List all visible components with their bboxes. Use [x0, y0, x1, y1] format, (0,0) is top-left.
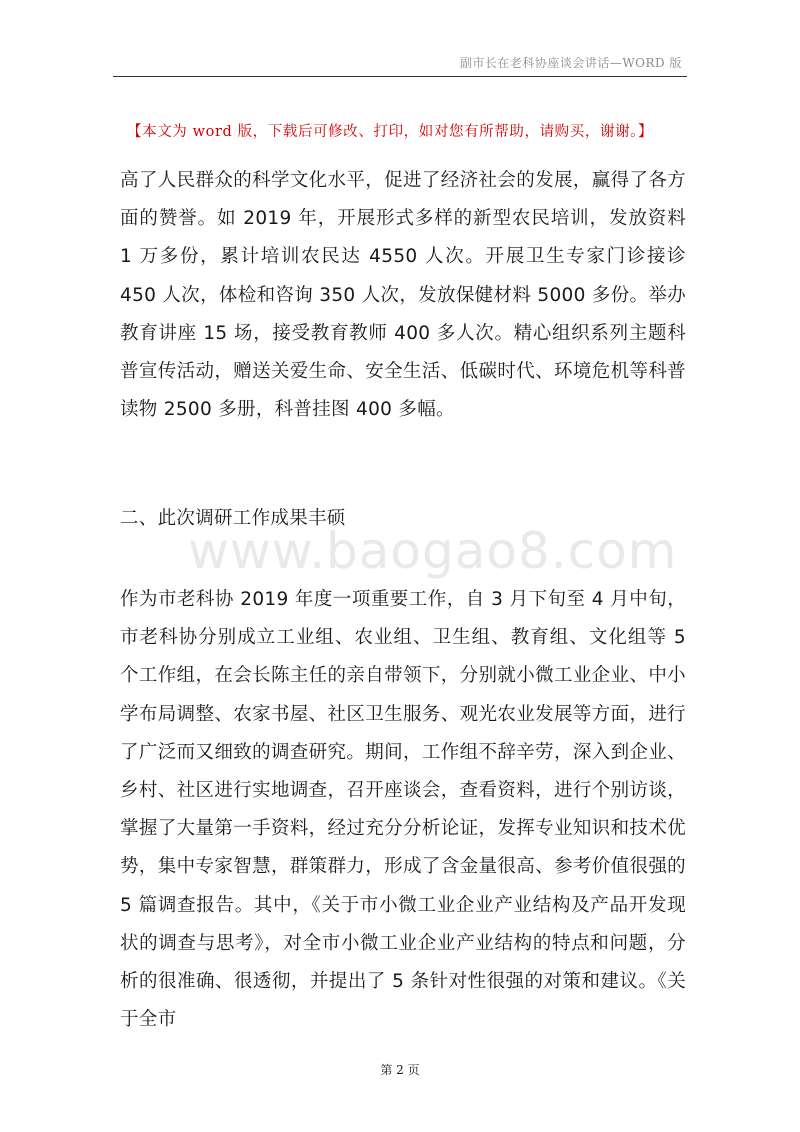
body-paragraph-1: 高了人民群众的科学文化水平，促进了经济社会的发展，赢得了各方面的赞誉。如 2019 年，开展形式多样的新型农民培训，发放资料 1 万多份，累计培训农民达 4550 人次。开展卫生专家门诊接诊 450 人次，体检和咨询 350 人次，发放保健材料 5000 多份。举办教育讲座 15 场，接受教育教师 400 多人次。精心组织系列主题科普宣传活动，赠送关爱生命、安全生活、低碳时代、环境危机等科普读物 2500 多册，科普挂图 400 多幅。	[120, 170, 686, 421]
purchase-notice: 【本文为 word 版，下载后可修改、打印，如对您有所帮助，请购买，谢谢。】	[127, 124, 654, 140]
watermark: www.baogao8.com	[188, 522, 678, 580]
section-heading: 二、此次调研工作成果丰硕	[120, 508, 346, 529]
header-divider	[113, 76, 687, 77]
page-number: 第 2 页	[380, 1063, 420, 1077]
header-title: 副市长在老科协座谈会讲话—WORD 版	[459, 56, 682, 70]
body-paragraph-2: 作为市老科协 2019 年度一项重要工作，自 3 月下旬至 4 月中旬，市老科协分别成立工业组、农业组、卫生组、教育组、文化组等 5 个工作组，在会长陈主任的亲自带领下，分别就小微工业企业、中小学布局调整、农家书屋、社区卫生服务、观光农业发展等方面，进行了广泛而又细致的调查研究。期间，工作组不辞辛劳，深入到企业、乡村、社区进行实地调查，召开座谈会，查看资料，进行个别访谈，掌握了大量第一手资料，经过充分分析论证，发挥专业知识和技术优势，集中专家智慧，群策群力，形成了含金量很高、参考价值很强的 5 篇调查报告。其中，《关于市小微工业企业产业结构及产品开发现状的调查与思考》，对全市小微工业企业产业结构的特点和问题，分析的很准确、很透彻，并提出了 5 条针对性很强的对策和建议。《关于全市	[120, 589, 687, 1031]
